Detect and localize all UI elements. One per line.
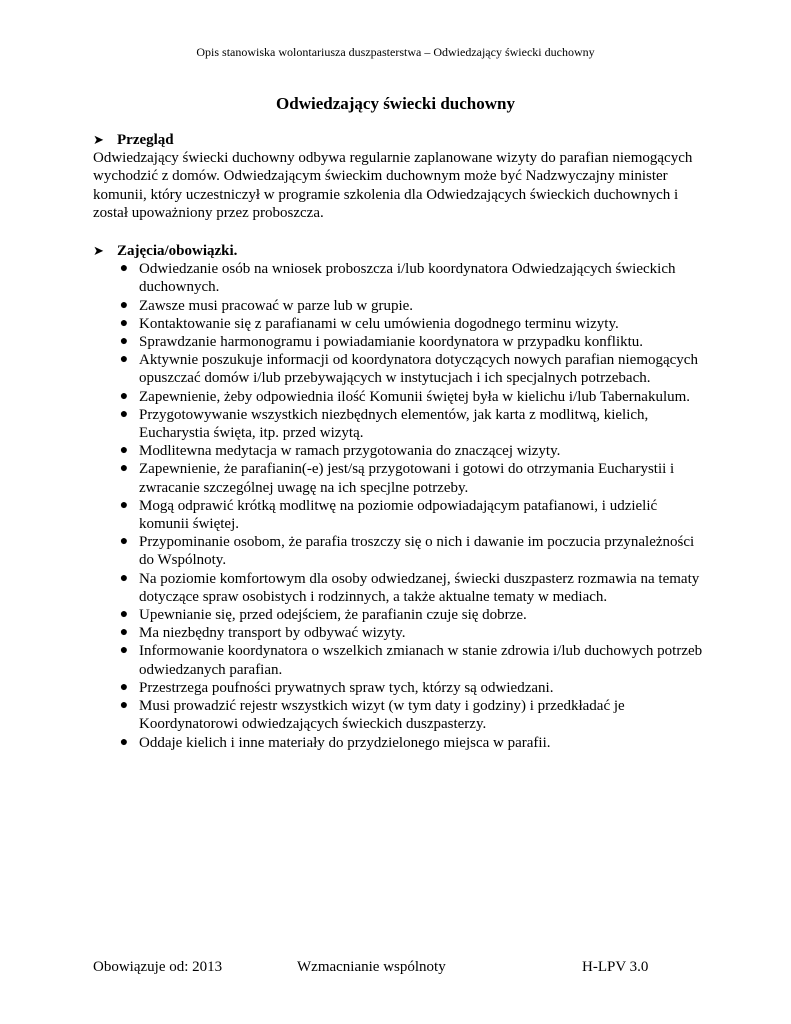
list-item-text: Zawsze musi pracować w parze lub w grupie. bbox=[139, 297, 414, 314]
list-item bbox=[93, 388, 708, 406]
list-item bbox=[93, 442, 708, 460]
list-item bbox=[93, 624, 708, 642]
duties-heading-label: Zajęcia/obowiązki. bbox=[117, 243, 238, 260]
list-item-text: Upewnianie się, przed odejściem, że parafianin czuje się dobrze. bbox=[139, 607, 527, 624]
list-item bbox=[93, 734, 708, 752]
bullet-dot-icon: ● bbox=[119, 388, 129, 404]
list-item-text: Przypominanie osobom, że parafia troszczy się o nich i dawanie im poczucia przynależności do Wspólnoty. bbox=[139, 534, 695, 569]
bullet-dot-icon: ● bbox=[119, 643, 129, 659]
bullet-dot-icon: ● bbox=[119, 406, 129, 422]
footer-effective-date: Obowiązuje od: 2013 bbox=[93, 959, 223, 975]
bullet-dot-icon: ● bbox=[119, 443, 129, 459]
bullet-dot-icon: ● bbox=[119, 698, 129, 714]
list-item bbox=[93, 460, 708, 496]
arrow-bullet-icon: ➤ bbox=[93, 243, 104, 259]
list-item bbox=[93, 697, 708, 733]
page-title: Odwiedzający świecki duchowny bbox=[276, 94, 515, 113]
list-item bbox=[93, 315, 708, 333]
arrow-bullet-icon: ➤ bbox=[93, 132, 104, 147]
bullet-dot-icon: ● bbox=[119, 570, 129, 586]
bullet-dot-icon: ● bbox=[119, 734, 129, 750]
list-item bbox=[93, 642, 708, 678]
list-item bbox=[93, 679, 708, 697]
list-item bbox=[93, 351, 708, 387]
bullet-dot-icon: ● bbox=[119, 261, 129, 277]
bullet-dot-icon: ● bbox=[119, 461, 129, 477]
list-item-text: Odwiedzanie osób na wniosek proboszcza i/lub koordynatora Odwiedzających świeckich duchownych. bbox=[139, 261, 676, 296]
list-item-text: Sprawdzanie harmonogramu i powiadamianie koordynatora w przypadku konfliktu. bbox=[139, 334, 644, 351]
list-item bbox=[93, 533, 708, 569]
bullet-dot-icon: ● bbox=[119, 607, 129, 623]
list-item bbox=[93, 333, 708, 351]
bullet-dot-icon: ● bbox=[119, 497, 129, 513]
duties-list bbox=[93, 260, 708, 751]
list-item bbox=[93, 497, 708, 533]
bullet-dot-icon: ● bbox=[119, 334, 129, 350]
list-item-text: Aktywnie poszukuje informacji od koordynatora dotyczących nowych parafian niemogących opuszczać domów i/lub przebywających w instytucjach i ich specjalnych potrzebach. bbox=[139, 352, 698, 387]
list-item-text: Zapewnienie, że parafianin(-e) jest/są przygotowani i gotowi do otrzymania Eucharystii i zwracanie szczególnej uwagę na ich specjlne potrzeby. bbox=[139, 461, 675, 496]
bullet-dot-icon: ● bbox=[119, 679, 129, 695]
list-item bbox=[93, 297, 708, 315]
list-item-text: Modlitewna medytacja w ramach przygotowania do znaczącej wizyty. bbox=[139, 443, 561, 460]
overview-paragraph: Odwiedzający świecki duchowny odbywa regularnie zaplanowane wizyty do parafian niemogących wychodzić z domów. Odwiedzającym świeckim duchownym może być Nadzwyczajny minister komunii, który uczestniczył w programie szkolenia dla Odwiedzających świeckich duchownych i został upoważniony przez proboszcza. bbox=[93, 150, 693, 221]
bullet-dot-icon: ● bbox=[119, 297, 129, 313]
duties-heading bbox=[93, 242, 708, 260]
list-item-text: Przygotowywanie wszystkich niezbędnych elementów, jak karta z modlitwą, kielich, Eucharystia święta, itp. przed wizytą. bbox=[139, 406, 649, 442]
list-item-text: Na poziomie komfortowym dla osoby odwiedzanej, świecki duszpasterz rozmawia na tematy dotyczące spraw osobistych i rodzinnych, a także aktualne tematy w mediach. bbox=[139, 570, 700, 605]
list-item-text: Oddaje kielich i inne materiały do przydzielonego miejsca w parafii. bbox=[139, 734, 551, 751]
list-item bbox=[93, 570, 708, 606]
running-header: Opis stanowiska wolontariusza duszpasterstwa – Odwiedzający świecki duchowny bbox=[196, 45, 595, 59]
bullet-dot-icon: ● bbox=[119, 352, 129, 368]
bullet-dot-icon: ● bbox=[119, 534, 129, 550]
list-item-text: Ma niezbędny transport by odbywać wizyty. bbox=[139, 625, 406, 642]
footer-category: Wzmacnianie wspólnoty bbox=[297, 959, 446, 975]
overview-heading bbox=[93, 131, 708, 149]
list-item-text: Mogą odprawić krótką modlitwę na poziomie odpowiadającym patafianowi, i udzielić komunii świętej. bbox=[139, 497, 658, 533]
footer-document-code: H-LPV 3.0 bbox=[582, 959, 649, 975]
bullet-dot-icon: ● bbox=[119, 625, 129, 641]
list-item bbox=[93, 260, 708, 296]
list-item-text: Informowanie koordynatora o wszelkich zmianach w stanie zdrowia i/lub duchowych potrzeb odwiedzanych parafian. bbox=[139, 643, 703, 678]
bullet-dot-icon: ● bbox=[119, 315, 129, 331]
overview-heading-label: Przegląd bbox=[117, 132, 174, 148]
list-item-text: Kontaktowanie się z parafianami w celu umówienia dogodnego terminu wizyty. bbox=[139, 315, 619, 332]
list-item-text: Musi prowadzić rejestr wszystkich wizyt (w tym daty i godziny) i przedkładać je Koordynatorowi odwiedzających świeckich duszpasterzy. bbox=[139, 698, 625, 733]
list-item-text: Przestrzega poufności prywatnych spraw tych, którzy są odwiedzani. bbox=[139, 679, 554, 696]
list-item-text: Zapewnienie, żeby odpowiednia ilość Komunii świętej była w kielichu i/lub Tabernakulum. bbox=[139, 388, 691, 405]
document-body bbox=[93, 131, 708, 752]
list-item bbox=[93, 606, 708, 624]
list-item bbox=[93, 406, 708, 442]
